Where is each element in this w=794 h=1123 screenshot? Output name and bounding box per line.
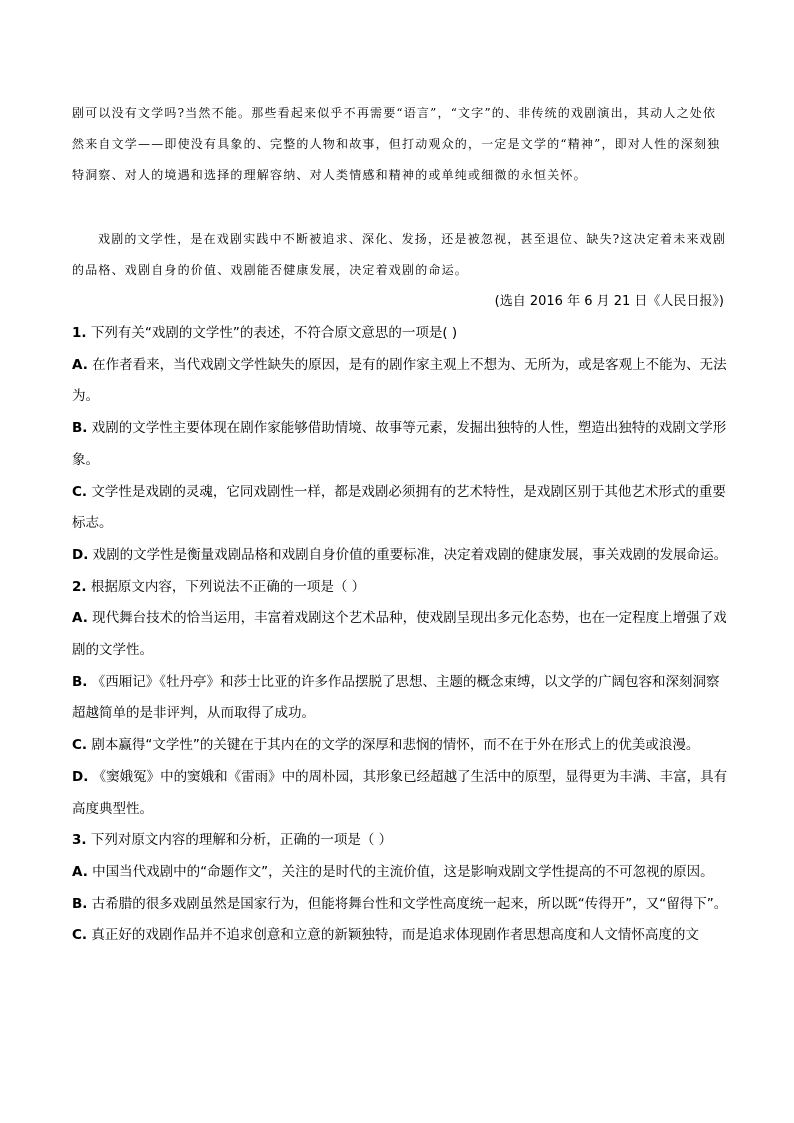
question-list (72, 318, 732, 952)
question-stem (72, 825, 732, 857)
option-letter: C. (72, 737, 88, 754)
option-text: 戏剧的文学性是衡量戏剧品格和戏剧自身价值的重要标准，决定着戏剧的健康发展，事关戏剧的发展命运。 (92, 546, 728, 563)
option-letter: B. (72, 420, 88, 437)
option-text: 《窦娥冤》中的窦娥和《雷雨》中的周朴园，其形象已经超越了生活中的原型，显得更为丰满、丰富，具有高度典型性。 (72, 768, 728, 817)
question-stem (72, 572, 732, 604)
source-citation: (选自 2016 年 6 月 21 日《人民日报》) (494, 294, 724, 309)
option-text: 现代舞台技术的恰当运用，丰富着戏剧这个艺术品种，使戏剧呈现出多元化态势，也在一定程度上增强了戏剧的文学性。 (72, 610, 727, 659)
option-letter: C. (72, 927, 88, 944)
option-letter: A. (72, 863, 88, 880)
question-stem (72, 318, 732, 350)
passage-paragraph: 戏剧的文学性，是在戏剧实践中不断被追求、深化、发扬，还是被忽视，甚至退位、缺失?这决定着未来戏剧的品格、戏剧自身的价值、戏剧能否健康发展，决定着戏剧的命运。 (72, 232, 727, 277)
option-letter: B. (72, 673, 88, 690)
answer-option[interactable] (72, 477, 732, 540)
question-number: 2. (72, 578, 87, 595)
option-text: 《西厢记》《牡丹亭》和莎士比亚的许多作品摆脱了思想、主题的概念束缚，以文学的广阔包容和深刻洞察超越简单的是非评判，从而取得了成功。 (72, 673, 720, 722)
option-text: 在作者看来，当代戏剧文学性缺失的原因，是有的剧作家主观上不想为、无所为，或是客观上不能为、无法为。 (72, 356, 727, 405)
option-letter: B. (72, 895, 88, 912)
answer-option[interactable] (72, 413, 732, 476)
answer-option[interactable] (72, 857, 732, 889)
passage-paragraph: 剧可以没有文学吗?当然不能。那些看起来似乎不再需要“语言”，“文字”的、非传统的戏剧演出，其动人之处依然来自文学——即使没有具象的、完整的人物和故事，但打动观众的，一定是文学的“精神”，即对人性的深刻独特洞察、对人的境遇和选择的理解容纳、对人类情感和精神的或单纯或细微的永恒关怀。 (72, 106, 721, 182)
answer-option[interactable] (72, 667, 732, 730)
answer-option[interactable] (72, 350, 732, 413)
option-text: 古希腊的很多戏剧虽然是国家行为，但能将舞台性和文学性高度统一起来，所以既“传得开”，又“留得下”。 (91, 895, 728, 912)
option-text: 真正好的戏剧作品并不追求创意和立意的新颖独特，而是追求体现剧作者思想高度和人文情怀高度的文 (91, 927, 699, 944)
answer-option[interactable] (72, 540, 732, 572)
option-letter: A. (72, 356, 88, 373)
option-letter: D. (72, 768, 89, 785)
question-number: 1. (72, 325, 87, 341)
option-text: 中国当代戏剧中的“命题作文”，关注的是时代的主流价值，这是影响戏剧文学性提高的不可忽视的原因。 (92, 863, 714, 880)
question-text: 下列有关“戏剧的文学性”的表述，不符合原文意思的一项是( ) (90, 325, 458, 341)
question-text: 下列对原文内容的理解和分析，正确的一项是（ ） (90, 832, 393, 849)
answer-option[interactable] (72, 889, 732, 921)
option-text: 剧本赢得“文学性”的关键在于其内在的文学的深厚和悲悯的情怀，而不在于外在形式上的优美或浪漫。 (91, 737, 700, 754)
option-letter: D. (72, 546, 89, 563)
option-text: 文学性是戏剧的灵魂，它同戏剧性一样，都是戏剧必须拥有的艺术特性，是戏剧区别于其他艺术形式的重要标志。 (72, 483, 726, 532)
question-text: 根据原文内容，下列说法不正确的一项是（ ） (90, 578, 366, 595)
option-text: 戏剧的文学性主要体现在剧作家能够借助情境、故事等元素，发掘出独特的人性，塑造出独特的戏剧文学形象。 (72, 420, 727, 468)
answer-option[interactable] (72, 762, 732, 825)
option-letter: C. (72, 483, 88, 500)
answer-option[interactable] (72, 730, 732, 762)
question-number: 3. (72, 832, 87, 849)
answer-option[interactable] (72, 603, 732, 666)
answer-option[interactable] (72, 920, 732, 952)
option-letter: A. (72, 610, 88, 627)
